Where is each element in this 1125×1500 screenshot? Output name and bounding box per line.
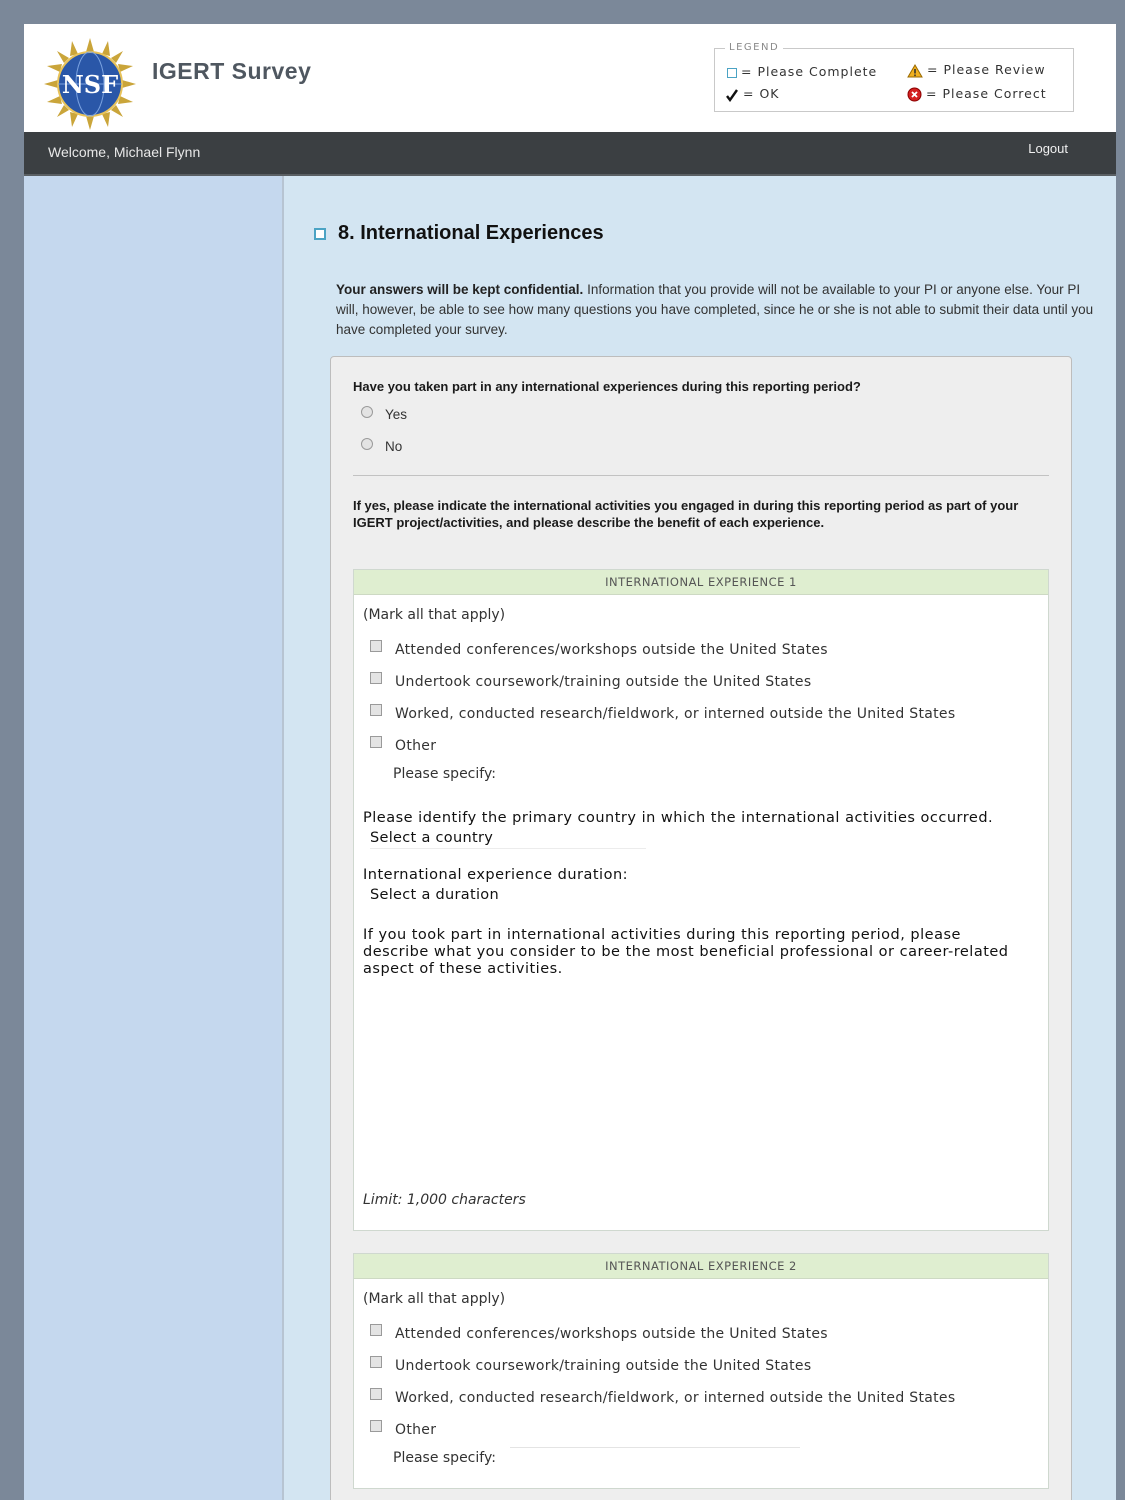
- radio-button[interactable]: [361, 438, 373, 450]
- specify-label: Please specify:: [393, 766, 496, 782]
- radio-yes[interactable]: Yes: [361, 407, 407, 422]
- checkbox-conferences[interactable]: Attended conferences/workshops outside the United States: [370, 642, 828, 658]
- empty-square-icon: [727, 68, 737, 78]
- radio-no[interactable]: No: [361, 439, 402, 454]
- checkbox[interactable]: [370, 1324, 382, 1336]
- benefit-question: If you took part in international activities during this reporting period, please describe what you consider to be the most beneficial professional or career-related aspect of these activities.: [363, 927, 1009, 977]
- mark-all-note: (Mark all that apply): [363, 1291, 506, 1307]
- checkbox[interactable]: [370, 640, 382, 652]
- country-select[interactable]: Select a country: [370, 830, 494, 846]
- country-label: Please identify the primary country in which the international activities occurred.: [363, 810, 994, 826]
- logout-link[interactable]: Logout: [1028, 141, 1068, 156]
- checkbox[interactable]: [370, 704, 382, 716]
- svg-text:NSF: NSF: [61, 70, 119, 99]
- legend-ok: = OK: [725, 86, 779, 102]
- checkbox[interactable]: [370, 736, 382, 748]
- page: [24, 24, 1116, 1500]
- warning-triangle-icon: [907, 64, 923, 78]
- question-activities-instructions: If yes, please indicate the international activities you engaged in during this reporting period as part of your IGERT project/activities, and please describe the benefit of each experience.: [353, 498, 1019, 530]
- legend-please-correct: = Please Correct: [907, 86, 1047, 102]
- duration-label: International experience duration:: [363, 867, 629, 883]
- survey-box: [330, 356, 1072, 1500]
- checkbox[interactable]: [370, 1356, 382, 1368]
- checkbox-research[interactable]: Worked, conducted research/fieldwork, or interned outside the United States: [370, 706, 955, 722]
- header: [24, 24, 1116, 132]
- welcome-text: Welcome, Michael Flynn: [48, 144, 201, 160]
- section-title: 8. International Experiences: [314, 222, 604, 245]
- experience-header: INTERNATIONAL EXPERIENCE 1: [354, 570, 1048, 595]
- app-title: IGERT Survey: [152, 58, 312, 84]
- checkbox-other[interactable]: Other: [370, 738, 436, 754]
- nsf-logo: [44, 38, 136, 130]
- checkbox[interactable]: [370, 672, 382, 684]
- checkbox-other[interactable]: Other: [370, 1422, 436, 1438]
- please-complete-icon: [314, 228, 326, 240]
- checkmark-icon: [725, 88, 739, 102]
- experience-header: INTERNATIONAL EXPERIENCE 2: [354, 1254, 1048, 1279]
- navbar: [24, 132, 1116, 176]
- error-circle-icon: [907, 87, 922, 102]
- legend-please-complete: = Please Complete: [727, 64, 877, 79]
- checkbox-research[interactable]: Worked, conducted research/fieldwork, or interned outside the United States: [370, 1390, 955, 1406]
- experience-panel-2: [353, 1253, 1049, 1489]
- specify-label: Please specify:: [393, 1450, 496, 1466]
- question-international-experience: Have you taken part in any international experiences during this reporting period?: [353, 379, 861, 394]
- divider: [353, 475, 1049, 476]
- main-content: [284, 176, 1116, 1500]
- benefit-textarea[interactable]: [363, 982, 1033, 1182]
- sidebar: [24, 176, 284, 1500]
- duration-select[interactable]: Select a duration: [370, 887, 499, 903]
- legend-please-review: = Please Review: [907, 62, 1046, 78]
- checkbox[interactable]: [370, 1420, 382, 1432]
- checkbox[interactable]: [370, 1388, 382, 1400]
- country-select-underline: [370, 848, 646, 849]
- checkbox-coursework[interactable]: Undertook coursework/training outside the United States: [370, 674, 811, 690]
- mark-all-note: (Mark all that apply): [363, 607, 506, 623]
- legend-title: LEGEND: [725, 42, 783, 53]
- confidentiality-notice: Your answers will be kept confidential. Information that you provide will not be available to your PI or anyone else. Your PI will, however, be able to see how many questions you have completed, since he or she is not able to submit their data until you have completed your survey.: [336, 282, 1094, 337]
- specify-input[interactable]: [510, 1447, 800, 1448]
- radio-button[interactable]: [361, 406, 373, 418]
- checkbox-conferences[interactable]: Attended conferences/workshops outside the United States: [370, 1326, 828, 1342]
- experience-panel-1: [353, 569, 1049, 1231]
- character-limit-note: Limit: 1,000 characters: [363, 1192, 526, 1208]
- legend: [714, 42, 1074, 112]
- checkbox-coursework[interactable]: Undertook coursework/training outside the United States: [370, 1358, 811, 1374]
